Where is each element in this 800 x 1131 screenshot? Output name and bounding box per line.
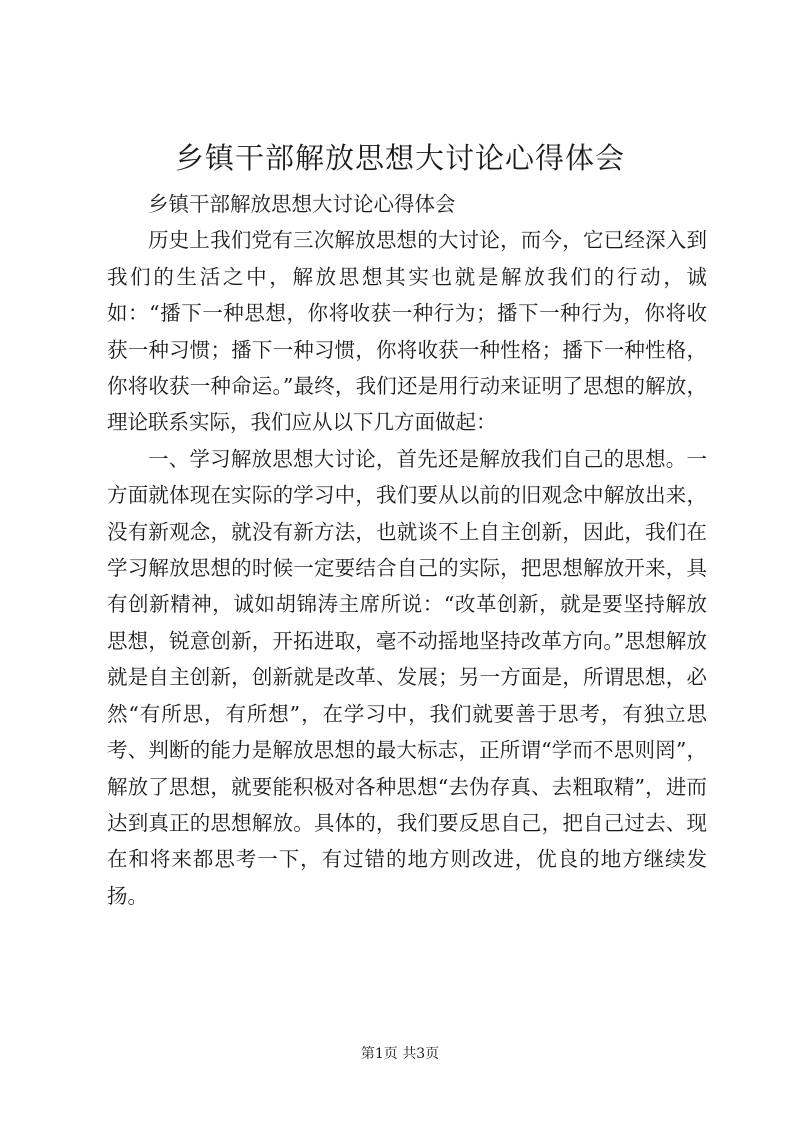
- paragraph-2: 一、学习解放思想大讨论，首先还是解放我们自己的思想。一方面就体现在实际的学习中，我们要从以前的旧观念中解放出来，没有新观念，就没有新方法，也就谈不上自主创新，因此，我们在学习解放思想的时候一定要结合自己的实际，把思想解放开来，具有创新精神，诚如胡锦涛主席所说：“改革创新，就是要坚持解放思想，锐意创新，开拓进取，毫不动摇地坚持改革方向。”思想解放就是自主创新，创新就是改革、发展；另一方面是，所谓思想，必然“有所思，有所想”，在学习中，我们就要善于思考，有独立思考、判断的能力是解放思想的最大标志，正所谓“学而不思则罔”，解放了思想，就要能积极对各种思想“去伪存真、去粗取精”，进而达到真正的思想解放。具体的，我们要反思自己，把自己过去、现在和将来都思考一下，有过错的地方则改进，优良的地方继续发扬。: [107, 446, 707, 908]
- document-body: [107, 186, 707, 914]
- document-title: 乡镇干部解放思想大讨论心得体会: [174, 141, 625, 175]
- document-subtitle: 乡镇干部解放思想大讨论心得体会: [148, 192, 456, 216]
- paragraph-1: 历史上我们党有三次解放思想的大讨论，而今，它已经深入到我们的生活之中，解放思想其实也就是解放我们的行动，诚如：“播下一种思想，你将收获一种行为；播下一种行为，你将收获一种习惯；播下一种习惯，你将收获一种性格；播下一种性格，你将收获一种命运。”最终，我们还是用行动来证明了思想的解放，理论联系实际，我们应从以下几方面做起：: [107, 228, 707, 435]
- page-footer: 第1页 共3页: [360, 1046, 440, 1062]
